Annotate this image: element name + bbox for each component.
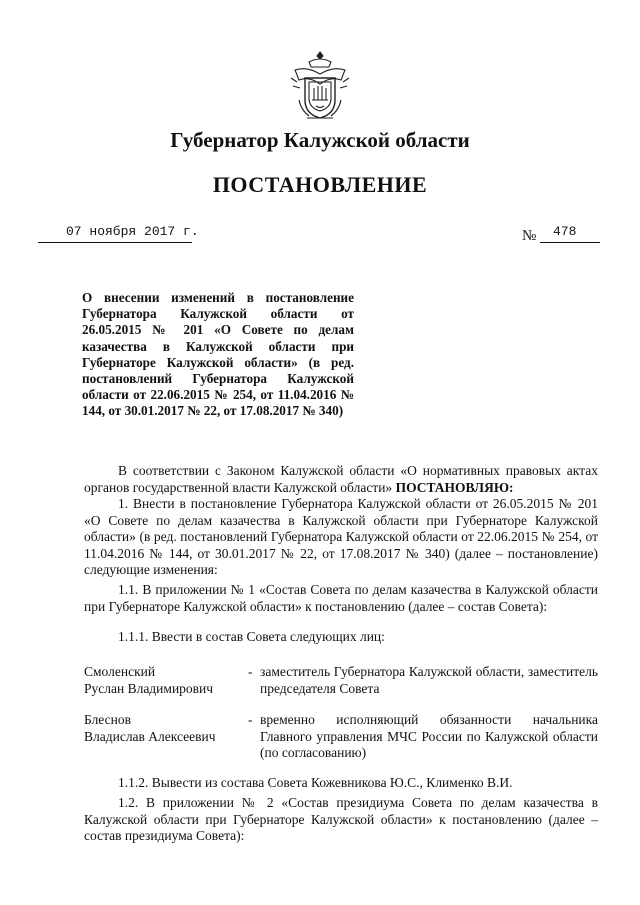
preamble-paragraph [84,463,598,496]
document-number: 478 [553,224,577,239]
item-1-2-paragraph [84,795,598,845]
document-type-heading: ПОСТАНОВЛЕНИЕ [212,172,428,197]
item-1-1-1-text: 1.1.1. Ввести в состав Совета следующих лиц: [118,629,385,644]
document-subject: О внесении изменений в постановление Губернатора Калужской области от 26.05.2015 № 201 «О Совете по делам казачества в Калужской области при Губернаторе Калужской области» (в ред. постановлений Губернатора Калужской области от 22.06.2015 № 254, от 11.04.2016 № 144, от 30.01.2017 № 22, от 17.08.2017 № 340) [82,290,354,419]
issuer-title: Губернатор Калужской области [170,128,470,152]
member-role: заместитель Губернатора Калужской области, заместитель председателя Совета [260,664,598,696]
document-date: 07 ноября 2017 г. [66,224,199,239]
member-given-name: Руслан Владимирович [84,680,214,696]
member-surname: Смоленский [84,664,156,679]
preamble-text: В соответствии с Законом Калужской области «О нормативных правовых актах органов государственной власти Калужской области» [84,463,598,495]
item-1-1-paragraph [84,582,598,615]
resolve-word: ПОСТАНОВЛЯЮ: [395,479,514,495]
member-surname: Блеснов [84,712,131,727]
member-name [84,664,244,697]
item-1-paragraph [84,496,598,579]
item-1-1-2-paragraph [84,775,598,792]
item-1-1-1-paragraph [84,629,598,646]
item-1-2-text: 1.2. В приложении № 2 «Состав президиума Совета по делам казачества в Калужской области при Губернаторе Калужской области» к постановлению (далее – состав президиума Совета): [84,795,598,843]
member-dash: - [248,712,253,727]
member-name [84,712,244,745]
item-1-1-text: 1.1. В приложении № 1 «Состав Совета по делам казачества в Калужской области при Губернаторе Калужской области» к постановлению (далее – состав Совета): [84,582,598,614]
member-dash: - [248,664,253,679]
item-1-1-2-text: 1.1.2. Вывести из состава Совета Кожевникова Ю.С., Клименко В.И. [118,775,513,790]
member-role: временно исполняющий обязанности начальника Главного управления МЧС России по Калужской области (по согласованию) [260,712,598,760]
number-label: № [522,228,537,244]
member-given-name: Владислав Алексеевич [84,728,216,744]
item-1-text: 1. Внести в постановление Губернатора Калужской области от 26.05.2015 № 201 «О Совете по делам казачества в Калужской области при Губернаторе Калужской области» (в ред. постановлений Губернатора Калужской области от 22.06.2015 № 254, от 11.04.2016 № 144, от 30.01.2017 № 22, от 17.08.2017 № 340) (далее – постановление) следующие изменения: [84,496,598,577]
coat-of-arms-emblem-icon [287,48,353,122]
